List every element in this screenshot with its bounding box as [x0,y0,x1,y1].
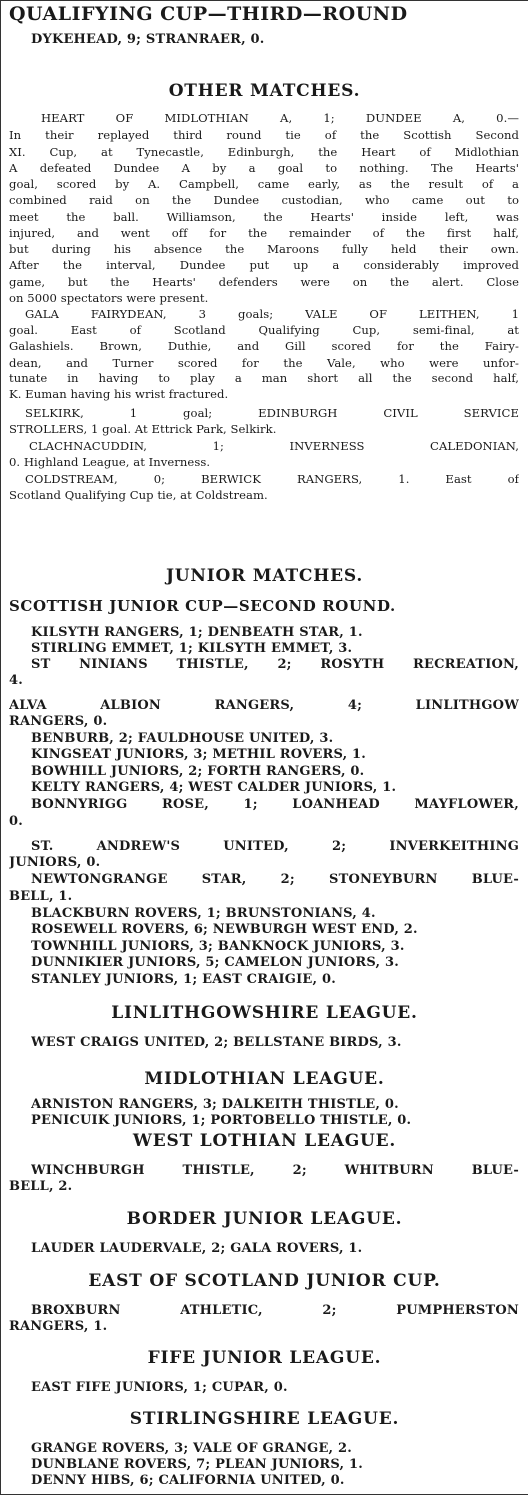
junior-result-line: STANLEY JUNIORS, 1; EAST CRAIGIE, 0. [31,972,336,987]
junior-result-line: ST. ANDREW'S UNITED, 2; INVERKEITHING [31,839,519,854]
report-line: CLACHNACUDDIN, 1; INVERNESS CALEDONIAN, [29,439,519,453]
league-result-line: RANGERS, 1. [9,1319,108,1334]
league-heading: BORDER JUNIOR LEAGUE. [126,1209,403,1229]
report-line: Galashiels. Brown, Duthie, and Gill scored for the Fairy- [9,339,519,353]
league-heading: MIDLOTHIAN LEAGUE. [144,1069,385,1089]
league-result-line: EAST FIFE JUNIORS, 1; CUPAR, 0. [31,1380,288,1395]
junior-result-line: KINGSEAT JUNIORS, 3; METHIL ROVERS, 1. [31,747,367,762]
report-line: 0. Highland League, at Inverness. [9,455,211,469]
junior-result-line: RANGERS, 0. [9,714,108,729]
league-heading: STIRLINGSHIRE LEAGUE. [129,1409,400,1429]
junior-result-line: 4. [9,673,23,688]
junior-result-line: TOWNHILL JUNIORS, 3; BANKNOCK JUNIORS, 3. [31,939,405,954]
league-heading: WEST LOTHIAN LEAGUE. [132,1131,397,1151]
junior-result-line: BELL, 1. [9,889,73,904]
league-result-line: WEST CRAIGS UNITED, 2; BELLSTANE BIRDS, 3. [31,1035,402,1050]
report-line: HEART OF MIDLOTHIAN A, 1; DUNDEE A, 0.— [41,111,519,125]
junior-result-line: ALVA ALBION RANGERS, 4; LINLITHGOW [9,698,519,713]
report-line: XI. Cup, at Tynecastle, Edinburgh, the Heart of Midlothian [9,145,519,159]
league-result-line: ARNISTON RANGERS, 3; DALKEITH THISTLE, 0. [31,1097,399,1112]
report-line: but during his absence the Maroons fully held their own. [9,242,519,256]
league-heading: FIFE JUNIOR LEAGUE. [147,1348,382,1368]
report-line: Scotland Qualifying Cup tie, at Coldstream. [9,488,268,502]
junior-result-line: 0. [9,814,23,829]
report-line: tunate in having to play a man short all the second half, [9,371,519,385]
report-line: goal. East of Scotland Qualifying Cup, semi-final, at [9,323,519,337]
league-result-line: DENNY HIBS, 6; CALIFORNIA UNITED, 0. [31,1473,345,1488]
junior-result-line: STIRLING EMMET, 1; KILSYTH EMMET, 3. [31,641,353,656]
junior-result-line: KILSYTH RANGERS, 1; DENBEATH STAR, 1. [31,625,363,640]
junior-result-line: ST NINIANS THISTLE, 2; ROSYTH RECREATION, [31,657,519,672]
junior-result-line: DUNNIKIER JUNIORS, 5; CAMELON JUNIORS, 3. [31,955,399,970]
report-line: In their replayed third round tie of the Scottish Second [9,128,519,142]
junior-result-line: BONNYRIGG ROSE, 1; LOANHEAD MAYFLOWER, [31,797,519,812]
report-line: K. Euman having his wrist fractured. [9,387,229,401]
league-result-line: BELL, 2. [9,1179,73,1194]
league-result-line: WINCHBURGH THISTLE, 2; WHITBURN BLUE- [31,1163,519,1178]
report-line: dean, and Turner scored for the Vale, who were unfor- [9,356,519,370]
report-line: goal, scored by A. Campbell, came early, as the result of a [9,177,519,191]
report-line: GALA FAIRYDEAN, 3 goals; VALE OF LEITHEN, 1 [25,307,519,321]
league-result-line: DUNBLANE ROVERS, 7; PLEAN JUNIORS, 1. [31,1457,363,1472]
league-result-line: GRANGE ROVERS, 3; VALE OF GRANGE, 2. [31,1441,352,1456]
league-result-line: BROXBURN ATHLETIC, 2; PUMPHERSTON [31,1303,519,1318]
other-matches-heading: OTHER MATCHES. [168,81,361,101]
report-line: After the interval, Dundee put up a considerably improved [9,258,519,272]
report-line: meet the ball. Williamson, the Hearts' inside left, was [9,210,519,224]
junior-result-line: JUNIORS, 0. [9,855,101,870]
junior-matches-heading: JUNIOR MATCHES. [165,566,364,586]
report-line: SELKIRK, 1 goal; EDINBURGH CIVIL SERVICE [25,406,519,420]
junior-result-line: BOWHILL JUNIORS, 2; FORTH RANGERS, 0. [31,764,365,779]
report-line: A defeated Dundee A by a goal to nothing. The Hearts' [9,161,519,175]
junior-result-line: BLACKBURN ROVERS, 1; BRUNSTONIANS, 4. [31,906,376,921]
league-heading: LINLITHGOWSHIRE LEAGUE. [111,1003,418,1023]
league-result-line: LAUDER LAUDERVALE, 2; GALA ROVERS, 1. [31,1241,363,1256]
junior-cup-heading: SCOTTISH JUNIOR CUP—SECOND ROUND. [9,597,396,615]
report-line: game, but the Hearts' defenders were on the alert. Close [9,275,519,289]
junior-result-line: NEWTONGRANGE STAR, 2; STONEYBURN BLUE- [31,872,519,887]
report-line: STROLLERS, 1 goal. At Ettrick Park, Selkirk. [9,422,277,436]
qualifying-cup-heading: QUALIFYING CUP—THIRD—ROUND [9,3,408,25]
junior-result-line: KELTY RANGERS, 4; WEST CALDER JUNIORS, 1. [31,780,397,795]
league-heading: EAST OF SCOTLAND JUNIOR CUP. [88,1271,441,1291]
report-line: injured, and went off for the remainder of the first half, [9,226,519,240]
junior-result-line: BENBURB, 2; FAULDHOUSE UNITED, 3. [31,731,334,746]
junior-result-line: ROSEWELL ROVERS, 6; NEWBURGH WEST END, 2. [31,922,418,937]
report-line: COLDSTREAM, 0; BERWICK RANGERS, 1. East of [25,472,519,486]
report-line: combined raid on the Dundee custodian, who came out to [9,193,519,207]
qualifying-cup-result: DYKEHEAD, 9; STRANRAER, 0. [31,32,265,47]
league-result-line: PENICUIK JUNIORS, 1; PORTOBELLO THISTLE, 0. [31,1113,412,1128]
report-line: on 5000 spectators were present. [9,291,209,305]
